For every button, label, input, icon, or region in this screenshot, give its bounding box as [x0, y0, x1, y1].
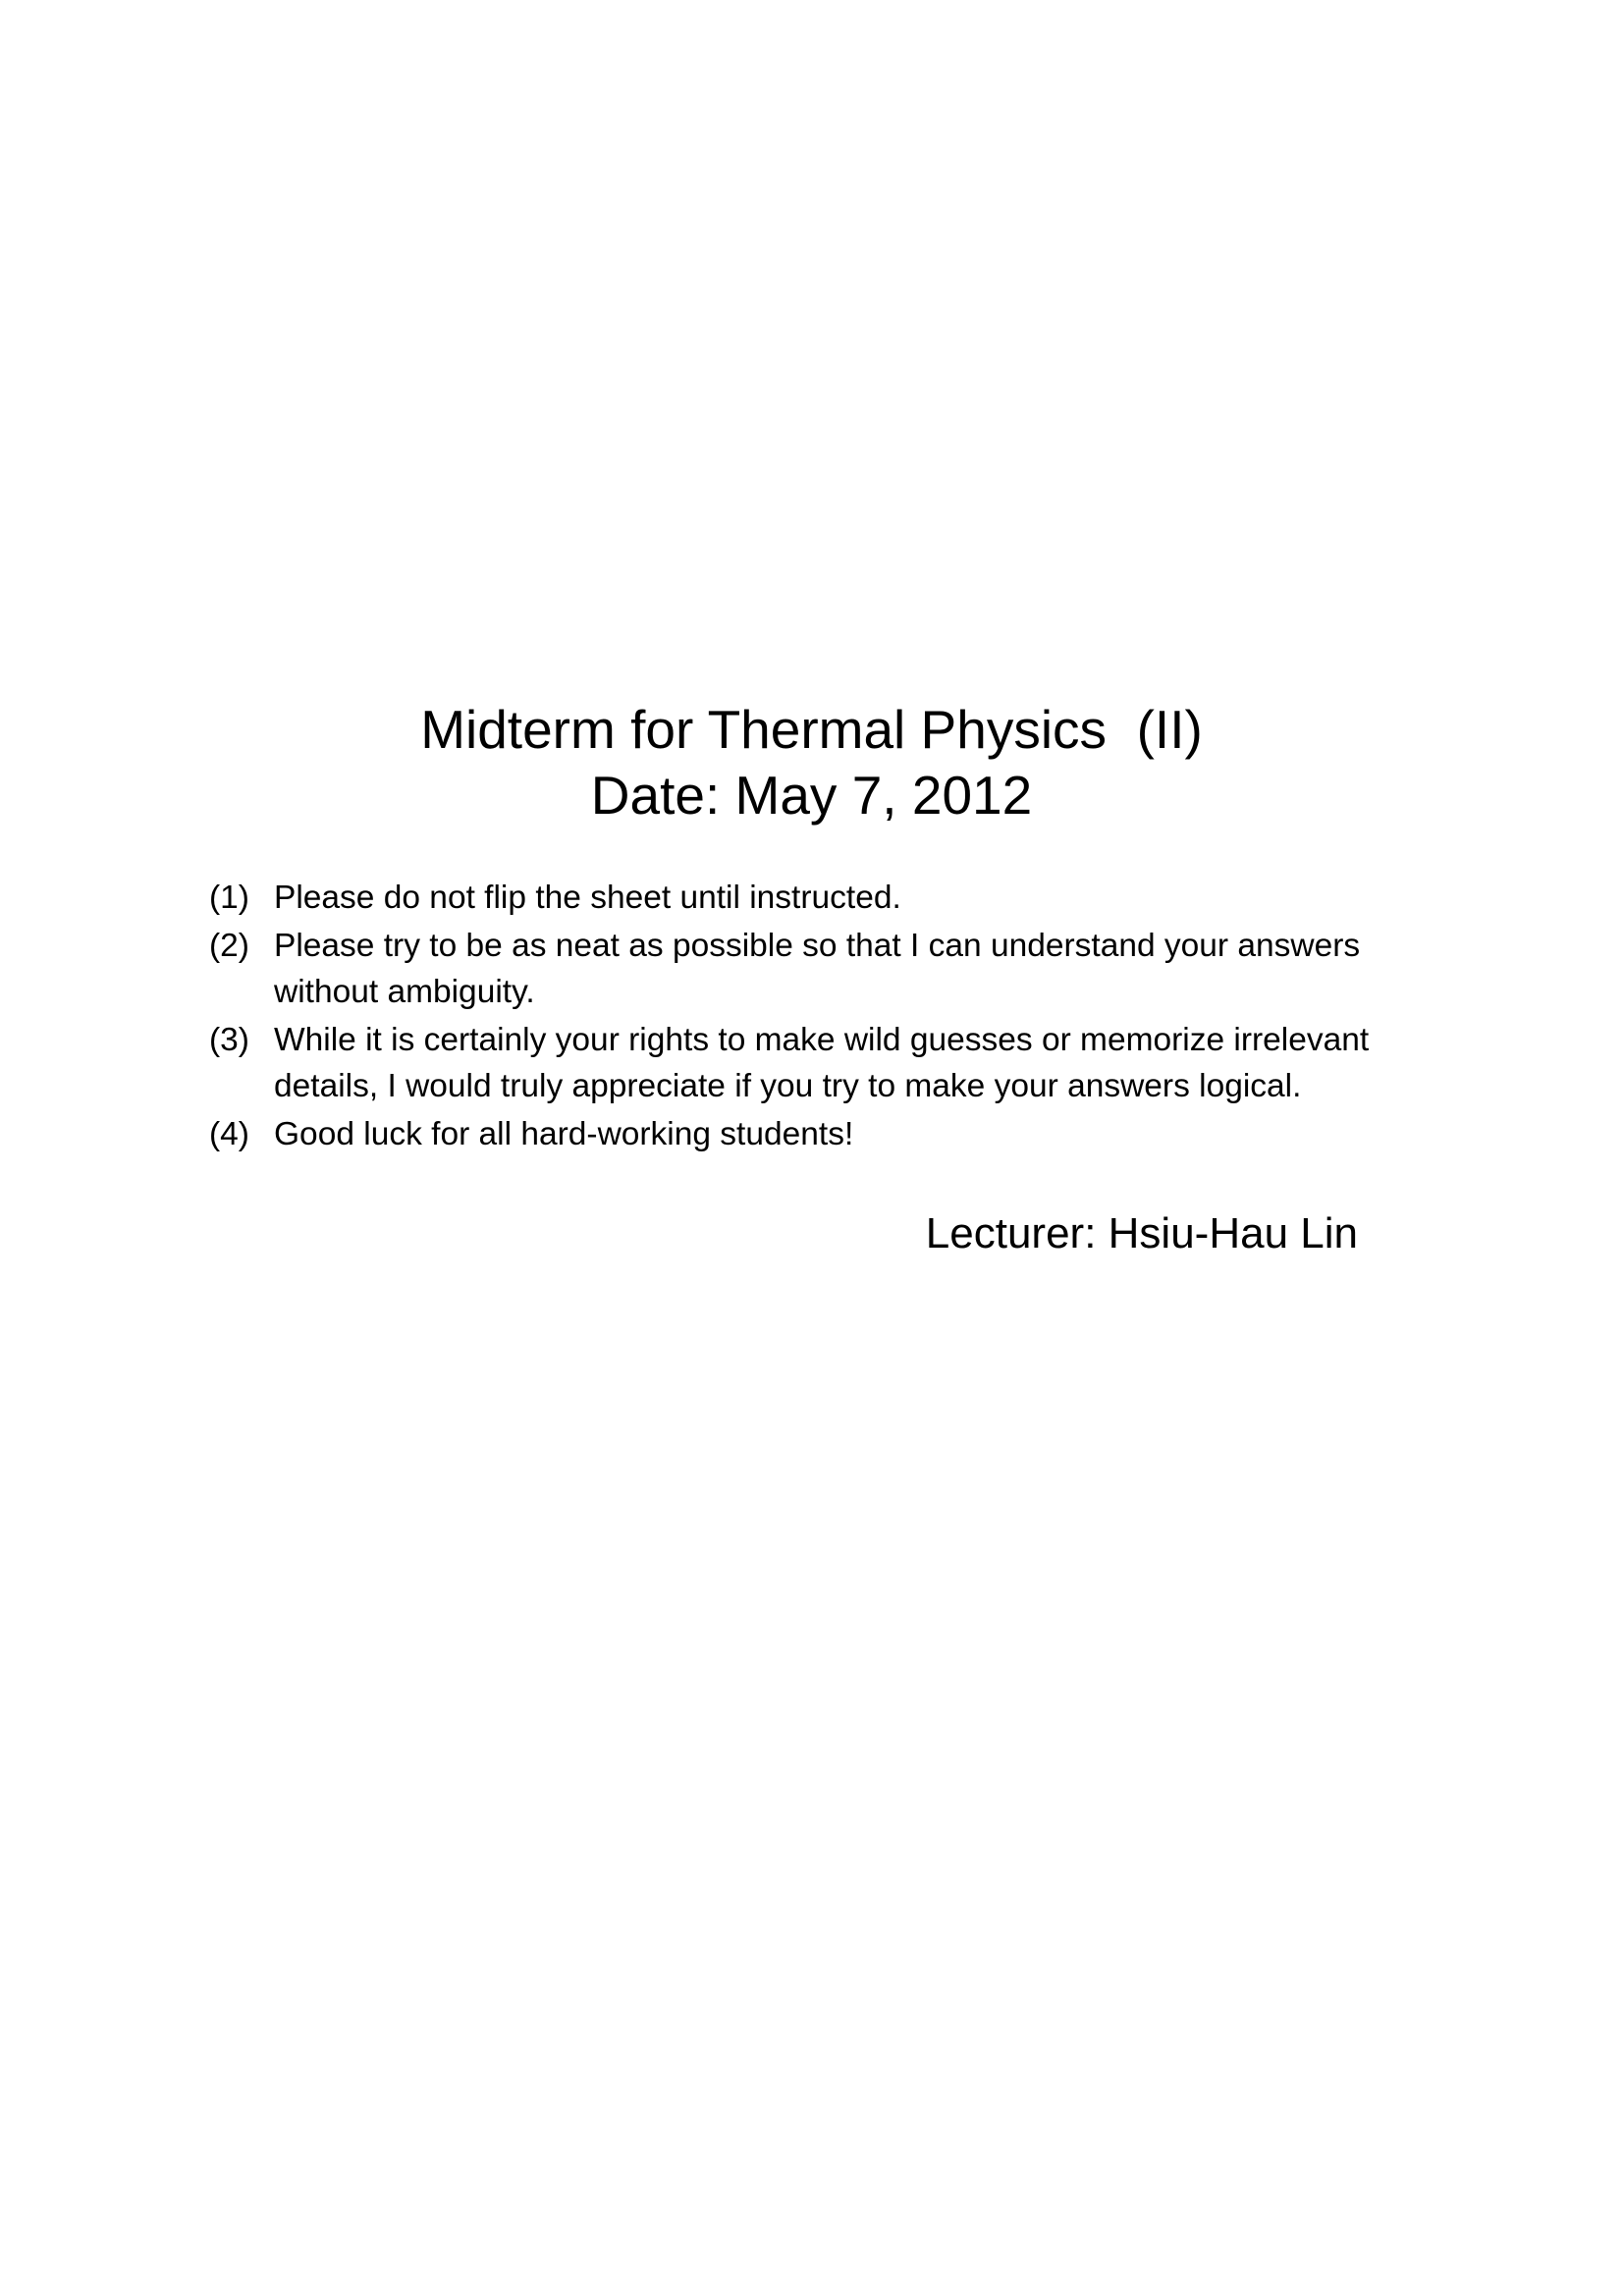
list-item	[209, 1112, 1417, 1158]
list-item	[209, 876, 1417, 922]
title-line-1: Midterm for Thermal Physics (II)	[420, 699, 1203, 760]
lecturer-signature: Lecturer: Hsiu-Hau Lin	[925, 1208, 1358, 1257]
list-item	[209, 1018, 1417, 1110]
list-item-number: (2)	[209, 928, 249, 965]
list-item-text: Good luck for all hard-working students!	[274, 1115, 854, 1152]
page-title	[0, 697, 1623, 828]
instructions-list	[209, 876, 1417, 1157]
list-item-number: (3)	[209, 1021, 249, 1058]
list-item-number: (4)	[209, 1115, 249, 1152]
title-line-2: Date: May 7, 2012	[590, 765, 1033, 827]
list-item-text: While it is certainly your rights to make wild guesses or memorize irrelevant details, I would truly appreciate if you try to make your answers logical.	[274, 1021, 1370, 1104]
list-item	[209, 924, 1417, 1016]
list-item-text: Please try to be as neat as possible so that I can understand your answers without ambiguity.	[274, 928, 1361, 1010]
list-item-number: (1)	[209, 880, 249, 917]
list-item-text: Please do not flip the sheet until instructed.	[274, 880, 901, 917]
